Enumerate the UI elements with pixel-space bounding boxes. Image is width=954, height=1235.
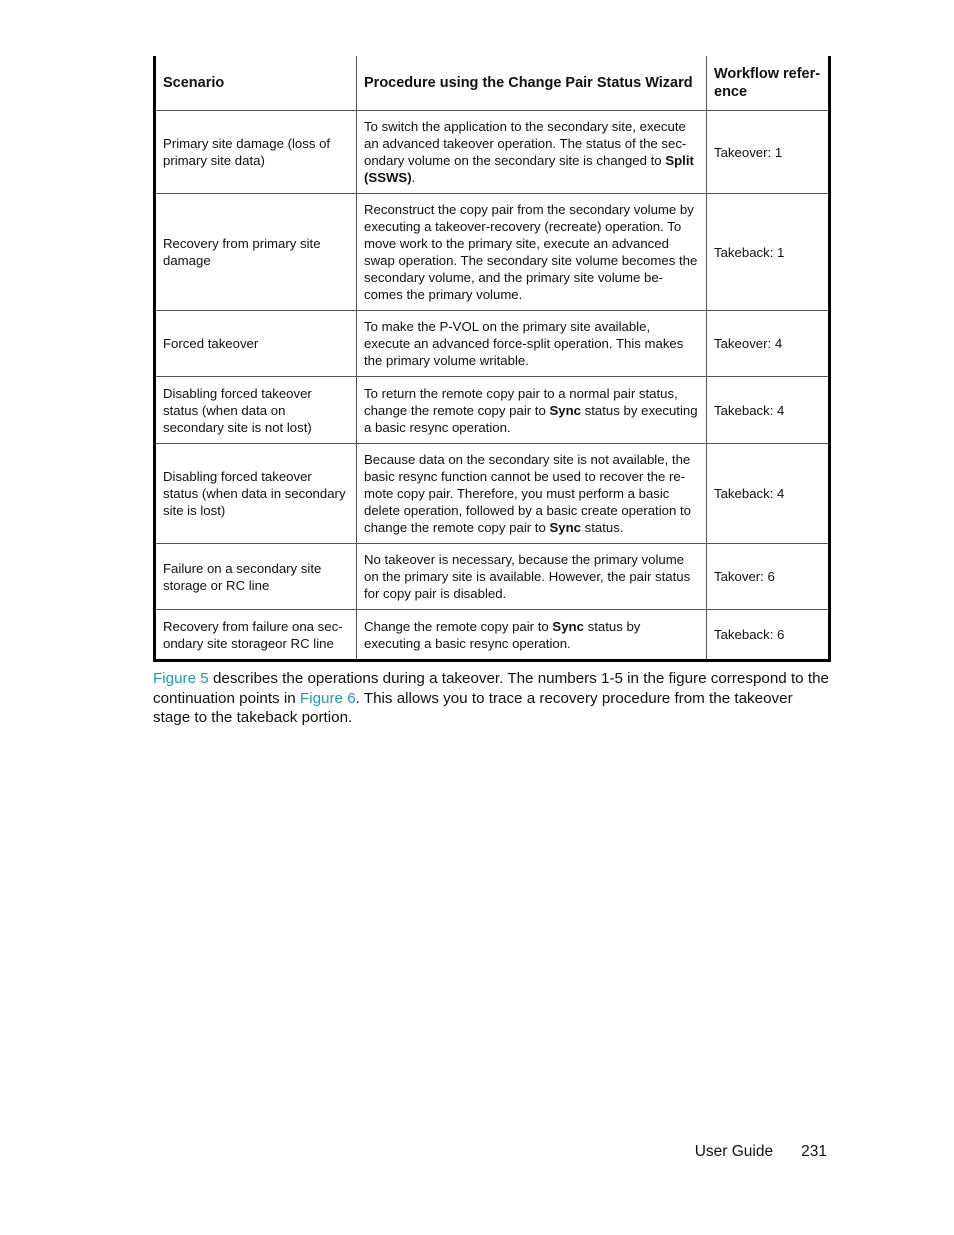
procedure-cell xyxy=(357,377,707,444)
header-scenario: Scenario xyxy=(155,56,357,111)
scenario-cell: Recovery from primary site damage xyxy=(155,194,357,311)
scenario-cell: Failure on a secondary site storage or RC line xyxy=(155,544,357,610)
procedure-cell xyxy=(357,311,707,377)
header-procedure: Procedure using the Change Pair Status Wizard xyxy=(357,56,707,111)
table-row xyxy=(155,111,830,194)
procedure-text: Because data on the secondary site is not available, the basic resync function cannot be used to recover the re-mote copy pair. Therefore, you must perform a basic delete operation, followed by a basic create operation to change the remote copy pair to xyxy=(364,452,691,535)
procedure-text: To switch the application to the secondary site, execute an advanced takeover operation. The status of the sec-ondary volume on the secondary site is changed to xyxy=(364,119,687,168)
scenario-table xyxy=(153,56,831,662)
workflow-cell: Takeover: 1 xyxy=(707,111,830,194)
scenario-cell: Recovery from failure ona sec-ondary site storageor RC line xyxy=(155,610,357,661)
status-keyword: Sync xyxy=(549,520,581,535)
paragraph-text-2: . This allows you to trace a recovery procedure from the takeover stage to the takeback portion. xyxy=(153,689,793,726)
table-body xyxy=(155,111,830,661)
figure-6-link[interactable]: Figure 6 xyxy=(299,689,356,707)
footer-label: User Guide xyxy=(694,1143,774,1160)
table-header-row xyxy=(155,56,830,111)
header-workflow: Workflow refer- ence xyxy=(707,56,830,111)
procedure-cell xyxy=(357,610,707,661)
table-row xyxy=(155,311,830,377)
workflow-cell: Takeback: 4 xyxy=(707,377,830,444)
scenario-cell: Forced takeover xyxy=(155,311,357,377)
scenario-cell: Primary site damage (loss of primary site data) xyxy=(155,111,357,194)
procedure-cell xyxy=(357,444,707,544)
procedure-text: Change the remote copy pair to xyxy=(364,618,553,634)
table-row xyxy=(155,194,830,311)
procedure-cell xyxy=(357,544,707,610)
workflow-cell: Takeback: 4 xyxy=(707,444,830,544)
procedure-text: . xyxy=(411,170,416,185)
status-keyword: Split (SSWS) xyxy=(364,153,694,185)
body-paragraph xyxy=(153,669,833,728)
figure-5-link[interactable]: Figure 5 xyxy=(153,670,209,687)
procedure-text: Reconstruct the copy pair from the secondary volume by executing a takeover-recovery (recreate) operation. To move work to the primary site, execute an advanced swap operation. The secondary site volume becomes the secondary volume, and the primary site volume be-comes the primary volume. xyxy=(364,202,698,302)
workflow-cell: Takeover: 4 xyxy=(707,311,830,377)
procedure-text: To return the remote copy pair to a normal pair status, change the remote copy pair to xyxy=(364,385,678,418)
procedure-cell xyxy=(357,194,707,311)
table-row xyxy=(155,377,830,444)
scenario-cell: Disabling forced takeover status (when data on secondary site is not lost) xyxy=(155,377,357,444)
procedure-text: No takeover is necessary, because the primary volume on the primary site is available. However, the pair status for copy pair is disabled. xyxy=(364,552,691,601)
table-row xyxy=(155,544,830,610)
workflow-cell: Takover: 6 xyxy=(707,544,830,610)
table-row xyxy=(155,444,830,544)
workflow-cell: Takeback: 6 xyxy=(707,610,830,661)
paragraph-text-1: describes the operations during a takeover. The numbers 1-5 in the figure correspond to the continuation points in xyxy=(153,670,829,707)
procedure-text: status by executing a basic resync operation. xyxy=(364,402,698,435)
procedure-text: status by executing a basic resync operation. xyxy=(364,618,641,651)
status-keyword: Sync xyxy=(549,402,581,418)
procedure-text: status. xyxy=(581,520,624,535)
scenario-cell: Disabling forced takeover status (when data in secondary site is lost) xyxy=(155,444,357,544)
page-number: 231 xyxy=(801,1143,827,1160)
workflow-cell: Takeback: 1 xyxy=(707,194,830,311)
status-keyword: Sync xyxy=(552,618,584,634)
procedure-text: To make the P-VOL on the primary site available, execute an advanced force-split operation. This makes the primary volume writable. xyxy=(364,319,684,368)
table-row xyxy=(155,610,830,661)
procedure-cell xyxy=(357,111,707,194)
page-footer xyxy=(695,1143,827,1161)
